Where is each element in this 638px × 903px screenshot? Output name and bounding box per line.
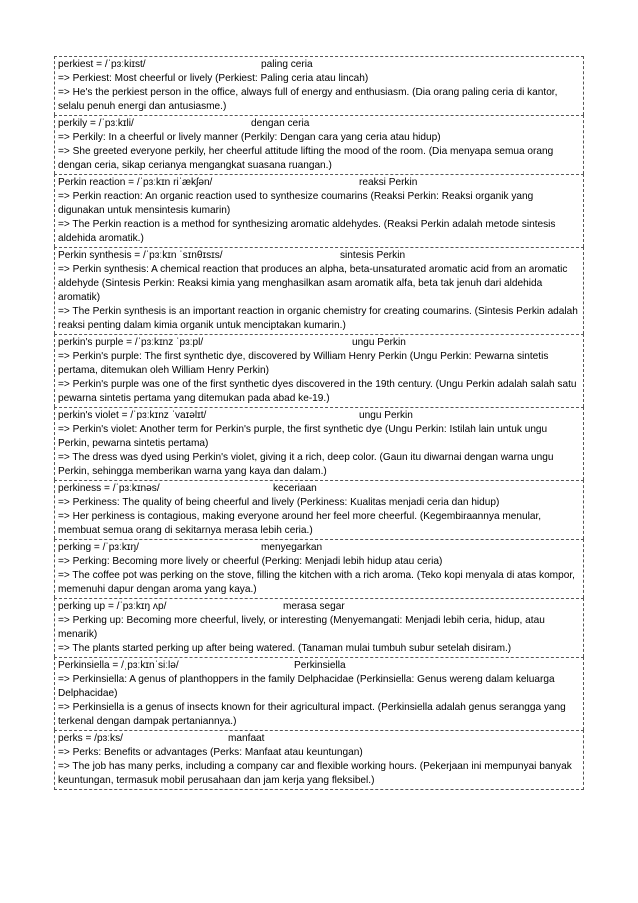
entry-example: => She greeted everyone perkily, her cheerful attitude lifting the mood of the room. (Dia menyapa semua orang dengan ceria, sikap cerianya mengangkat suasana ruangan.) — [58, 146, 554, 171]
entry-head — [58, 176, 581, 190]
entry-definition: => Perkin's purple: The first synthetic dye, discovered by William Henry Perkin (Ungu Perkin: Pewarna sintetis pertama, ditemukan oleh William Henry Perkin) — [58, 351, 549, 376]
entry-perkin-reaction — [54, 174, 584, 247]
entry-definition: => Perks: Benefits or advantages (Perks: Manfaat atau keuntungan) — [58, 747, 363, 758]
entry-example: => Perkinsiella is a genus of insects known for their agricultural impact. (Perkinsiella adalah genus serangga yang terkenal dengan dampak pertaniannya.) — [58, 702, 566, 727]
entry-translation: Perkinsiella — [294, 660, 346, 671]
entry-head — [58, 336, 581, 350]
entry-term: perkin's violet = /ˈpɜːkɪnz ˈvaɪəlɪt/ — [58, 410, 207, 421]
entry-example: => The Perkin synthesis is an important reaction in organic chemistry for creating coumarins. (Sintesis Perkin adalah reaksi penting dalam kimia organik untuk menciptakan kumarin.) — [58, 306, 578, 331]
entry-translation: merasa segar — [283, 601, 345, 612]
entry-head — [58, 541, 581, 555]
entry-example: => The dress was dyed using Perkin's violet, giving it a rich, deep color. (Gaun itu diwarnai dengan warna ungu Perkin, sehingga memberikan warna yang kaya dan dalam.) — [58, 452, 554, 477]
entry-head — [58, 600, 581, 614]
entry-translation: manfaat — [228, 733, 265, 744]
entry-head — [58, 732, 581, 746]
entry-term: perkiest = /ˈpɜːkiɪst/ — [58, 59, 146, 70]
entry-translation: ungu Perkin — [352, 337, 406, 348]
entry-definition: => Perkiness: The quality of being cheerful and lively (Perkiness: Kualitas menjadi ceria dan hidup) — [58, 497, 500, 508]
entry-head — [58, 482, 581, 496]
entry-example: => He's the perkiest person in the office, always full of energy and enthusiasm. (Dia orang paling ceria di kantor, selalu penuh energi dan antusiasme.) — [58, 87, 558, 112]
entry-term: perkin's purple = /ˈpɜːkɪnz ˈpɜːpl/ — [58, 337, 204, 348]
entry-term: perking up = /ˈpɜːkɪŋ ʌp/ — [58, 601, 167, 612]
entry-definition: => Perking: Becoming more lively or cheerful (Perking: Menjadi lebih hidup atau ceria) — [58, 556, 443, 567]
entry-perkins-purple — [54, 334, 584, 407]
entry-example: => Perkin's purple was one of the first synthetic dyes discovered in the 19th century. (Ungu Perkin adalah salah satu pewarna sintetis pertama yang ditemukan pada abad ke-19.) — [58, 379, 577, 404]
entry-translation: menyegarkan — [261, 542, 323, 553]
entry-head — [58, 117, 581, 131]
entry-translation: ungu Perkin — [359, 410, 413, 421]
entry-example: => The coffee pot was perking on the stove, filling the kitchen with a rich aroma. (Teko kopi menyala di atas kompor, memenuhi dapur dengan aroma yang kaya.) — [58, 570, 575, 595]
entry-perkily — [54, 115, 584, 174]
entry-perkiest — [54, 56, 584, 115]
entry-definition: => Perkin's violet: Another term for Perkin's purple, the first synthetic dye (Ungu Perkin: Istilah lain untuk ungu Perkin, pewarna sintetis pertama) — [58, 424, 548, 449]
entry-example: => The job has many perks, including a company car and flexible working hours. (Pekerjaan ini mempunyai banyak keuntungan, termasuk mobil perusahaan dan jam kerja yang fleksibel.) — [58, 761, 572, 786]
entry-perkinsiella — [54, 657, 584, 730]
entry-definition: => Perkinsiella: A genus of planthoppers in the family Delphacidae (Perkinsiella: Genus wereng dalam keluarga Delphacidae) — [58, 674, 555, 699]
entry-term: Perkin reaction = /ˈpɜːkɪn riˈækʃən/ — [58, 177, 213, 188]
entry-translation: dengan ceria — [251, 118, 310, 129]
entry-definition: => Perkin reaction: An organic reaction used to synthesize coumarins (Reaksi Perkin: Reaksi organik yang digunakan untuk mensintesis kumarin) — [58, 191, 534, 216]
entry-translation: sintesis Perkin — [340, 250, 406, 261]
entry-perkiness — [54, 480, 584, 539]
entry-perking — [54, 539, 584, 598]
entry-perkins-violet — [54, 407, 584, 480]
entry-definition: => Perking up: Becoming more cheerful, lively, or interesting (Menyemangati: Menjadi lebih ceria, hidup, atau menarik) — [58, 615, 545, 640]
entry-example: => Her perkiness is contagious, making everyone around her feel more cheerful. (Kegembiraannya menular, membuat semua orang di sekitarnya merasa lebih ceria.) — [58, 511, 542, 536]
entry-term: perkiness = /ˈpɜːkɪnəs/ — [58, 483, 160, 494]
entry-head — [58, 249, 581, 263]
entry-term: perks = /pɜːks/ — [58, 733, 123, 744]
entry-translation: reaksi Perkin — [359, 177, 418, 188]
entry-head — [58, 409, 581, 423]
entry-perkin-synthesis — [54, 247, 584, 334]
entry-term: Perkinsiella = /ˌpɜːkɪnˈsiːlə/ — [58, 660, 179, 671]
entry-definition: => Perkily: In a cheerful or lively manner (Perkily: Dengan cara yang ceria atau hidup) — [58, 132, 441, 143]
entry-definition: => Perkiest: Most cheerful or lively (Perkiest: Paling ceria atau lincah) — [58, 73, 369, 84]
entry-translation: keceriaan — [273, 483, 317, 494]
entry-head — [58, 58, 581, 72]
entry-perks — [54, 730, 584, 790]
entry-term: perkily = /ˈpɜːkɪli/ — [58, 118, 134, 129]
entry-term: perking = /ˈpɜːkɪŋ/ — [58, 542, 139, 553]
dictionary-page — [54, 56, 584, 790]
entry-example: => The Perkin reaction is a method for synthesizing aromatic aldehydes. (Reaksi Perkin adalah metode sintesis aldehida aromatik.) — [58, 219, 556, 244]
entry-definition: => Perkin synthesis: A chemical reaction that produces an alpha, beta-unsaturated aromatic acid from an aromatic aldehyde (Sintesis Perkin: Reaksi kimia yang menghasilkan asam aromatik alfa, beta tak jenuh dari aldehida aromatik) — [58, 264, 568, 303]
entry-translation: paling ceria — [261, 59, 313, 70]
entry-head — [58, 659, 581, 673]
entry-perking-up — [54, 598, 584, 657]
entry-term: Perkin synthesis = /ˈpɜːkɪn ˈsɪnθɪsɪs/ — [58, 250, 223, 261]
entry-example: => The plants started perking up after being watered. (Tanaman mulai tumbuh subur setelah disiram.) — [58, 643, 512, 654]
